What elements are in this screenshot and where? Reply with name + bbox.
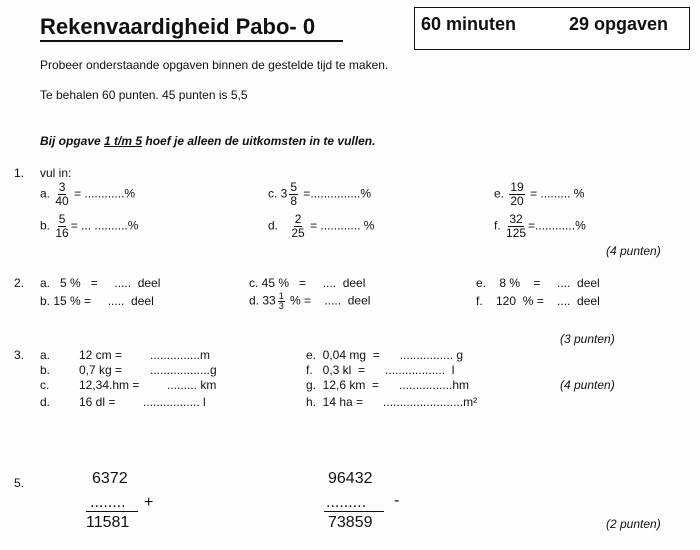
q5-sum2-line <box>324 511 384 512</box>
q5-sum2-top: 96432 <box>328 470 373 487</box>
q3-item-h: h. 14 ha = ........................m² <box>306 395 478 409</box>
q1-label: vul in: <box>40 166 72 180</box>
q3-item-e: e. 0,04 mg = ................ g <box>306 348 464 362</box>
instruction-range: 1 t/m 5 <box>104 134 143 148</box>
q5-points: (2 punten) <box>606 517 661 531</box>
q5-sum1-dots: ........ <box>90 494 126 511</box>
q5-sum2-operator: - <box>394 492 400 509</box>
q1-item-a: a. $\frac{3}{40}$ = ............% <box>40 180 136 208</box>
q3-item-a-letter: a. <box>40 348 51 362</box>
q2-item-c: c. 45 % = .... deel <box>249 276 366 290</box>
q3-item-d: 16 dl = <box>79 395 116 409</box>
q1-number: 1. <box>14 166 25 180</box>
q3-number: 3. <box>14 348 25 362</box>
q2-item-f: f. 120 % = .... deel <box>476 294 600 308</box>
instruction-prefix: Bij opgave <box>40 134 105 148</box>
q1-item-b: b. $\frac{5}{16}$ = ... ..........% <box>40 212 139 240</box>
q1-item-c: c. 3 $\frac{5}{8}$ =...............% <box>268 180 372 208</box>
q5-sum1-bottom: 11581 <box>86 514 130 531</box>
q5-sum1-top: 6372 <box>92 470 128 487</box>
q2-number: 2. <box>14 276 25 290</box>
q1-points: (4 punten) <box>606 244 661 258</box>
q3-points: (4 punten) <box>560 378 615 392</box>
q2-item-e: e. 8 % = .... deel <box>476 276 600 290</box>
q3-item-b-answer: ..................g <box>150 363 217 377</box>
q3-item-f: f. 0,3 kl = .................. l <box>306 363 455 377</box>
q3-item-c: 12,34.hm = <box>79 378 140 392</box>
q1-item-e: e. $\frac{19}{20}$ = ......... % <box>494 180 585 208</box>
q3-item-d-answer: ................. l <box>143 395 206 409</box>
q2-item-a: a. 5 % = ..... deel <box>40 276 161 290</box>
instruction-suffix: hoef je alleen de uitkomsten in te vullen. <box>142 134 376 148</box>
time-limit: 60 minuten <box>421 14 517 34</box>
intro-line-2: Te behalen 60 punten. 45 punten is 5,5 <box>40 88 248 102</box>
q3-item-d-letter: d. <box>40 395 51 409</box>
q5-number: 5. <box>14 476 25 490</box>
instruction <box>40 134 375 148</box>
q3-item-c-letter: c. <box>40 378 50 392</box>
q1-item-d: d. $\frac{2}{25}$ = ............ % <box>268 212 375 240</box>
intro-line-1: Probeer onderstaande opgaven binnen de gestelde tijd te maken. <box>40 58 389 72</box>
q3-item-c-answer: ......... km <box>167 378 217 392</box>
q2-item-d: d. 33 $\frac{1}{3}$ % = ..... deel <box>249 291 371 311</box>
q3-item-g: g. 12,6 km = ................hm <box>306 378 470 392</box>
q5-sum2-dots: ......... <box>326 494 367 511</box>
q3-item-b: 0,7 kg = <box>79 363 123 377</box>
page-title: Rekenvaardigheid Pabo- 0 <box>40 14 343 42</box>
q2-points: (3 punten) <box>560 332 615 346</box>
q5-sum1-line <box>86 511 138 512</box>
q3-item-a: 12 cm = <box>79 348 123 362</box>
q1-item-f: f. $\frac{32}{125}$ =............% <box>494 212 586 240</box>
q3-item-b-letter: b. <box>40 363 51 377</box>
question-count: 29 opgaven <box>569 14 669 34</box>
q5-sum1-operator: + <box>144 494 154 511</box>
time-box <box>414 7 690 50</box>
q3-item-a-answer: ...............m <box>150 348 211 362</box>
q2-item-b: b. 15 % = ..... deel <box>40 294 154 308</box>
q5-sum2-bottom: 73859 <box>328 514 373 531</box>
